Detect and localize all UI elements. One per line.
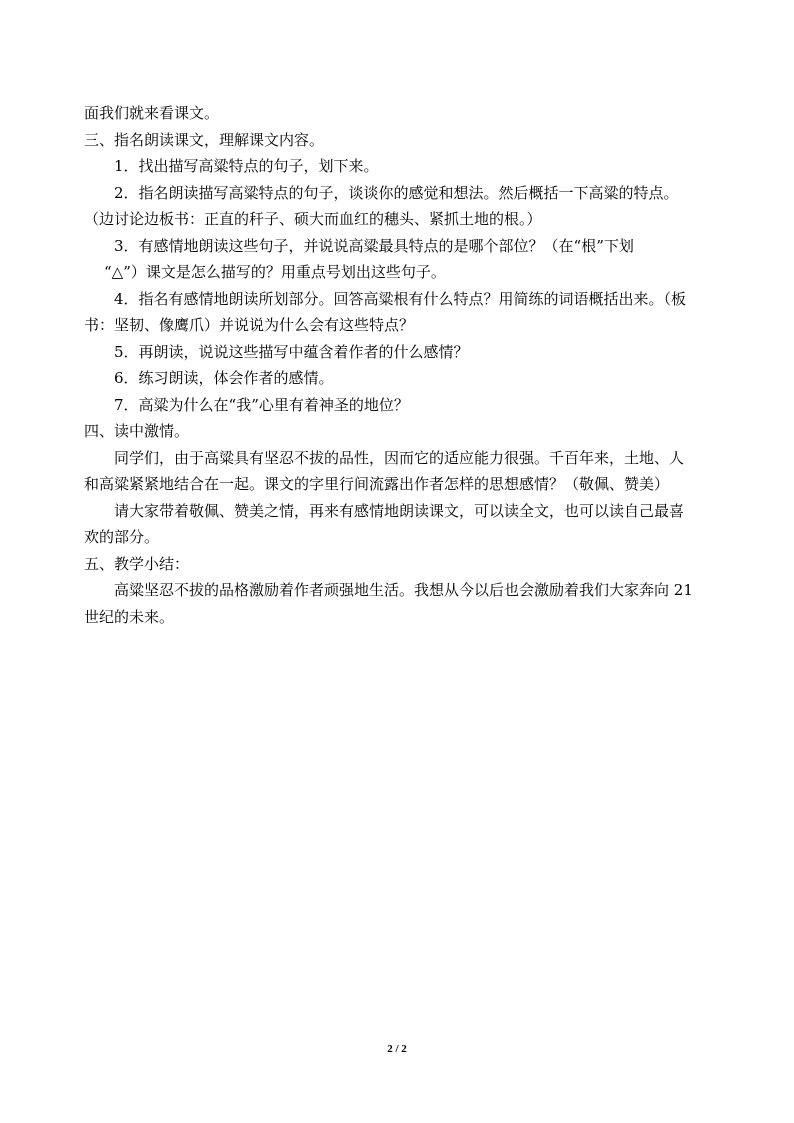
section-heading: 四、读中激情。 — [84, 422, 190, 440]
document-body — [84, 100, 714, 630]
list-item: 5．再朗读，说说这些描写中蕴含着作者的什么感情？ — [114, 342, 469, 361]
list-item: 7．高粱为什么在“我”心里有着神圣的地位？ — [114, 395, 409, 414]
section-heading: 五、教学小结： — [84, 554, 190, 573]
text-line: 书：坚韧、像鹰爪）并说说为什么会有这些特点？ — [84, 316, 415, 334]
text-line: 面我们就来看课文。 — [84, 104, 220, 122]
text-line: “△”）课文是怎么描写的？用重点号划出这些句子。 — [104, 263, 446, 281]
paragraph-line: 请大家带着敬佩、赞美之情，再来有感情地朗读课文，可以读全文，也可以读自己最喜 — [114, 501, 685, 520]
paragraph-line: 欢的部分。 — [84, 528, 160, 546]
paragraph-line: 高粱坚忍不拔的品格激励着作者顽强地生活。我想从今以后也会激励着我们大家奔向 21 — [114, 581, 693, 599]
list-item: 4．指名有感情地朗读所划部分。回答高粱根有什么特点？用简练的词语概括出来。（板 — [114, 289, 687, 308]
list-item: 6．练习朗读，体会作者的感情。 — [114, 369, 334, 387]
section-heading: 三、指名朗读课文，理解课文内容。 — [84, 130, 325, 149]
text-line: （边讨论边板书：正直的秆子、硕大而血红的穗头、紧抓土地的根。） — [84, 210, 542, 228]
list-item: 2．指名朗读描写高粱特点的句子，谈谈你的感觉和想法。然后概括一下高粱的特点。 — [114, 183, 679, 202]
paragraph-line: 世纪的未来。 — [84, 607, 175, 626]
paragraph-line: 同学们，由于高粱具有坚忍不拔的品性，因而它的适应能力很强。千百年来，土地、人 — [114, 448, 685, 467]
page-number: 2 / 2 — [387, 1043, 407, 1055]
paragraph-line: 和高粱紧紧地结合在一起。课文的字里行间流露出作者怎样的思想感情？（敬佩、赞美） — [84, 475, 670, 493]
list-item: 3．有感情地朗读这些句子，并说说高粱最具特点的是哪个部位？（在“根”下划 — [114, 236, 634, 255]
list-item: 1．找出描写高粱特点的句子，划下来。 — [114, 157, 379, 175]
